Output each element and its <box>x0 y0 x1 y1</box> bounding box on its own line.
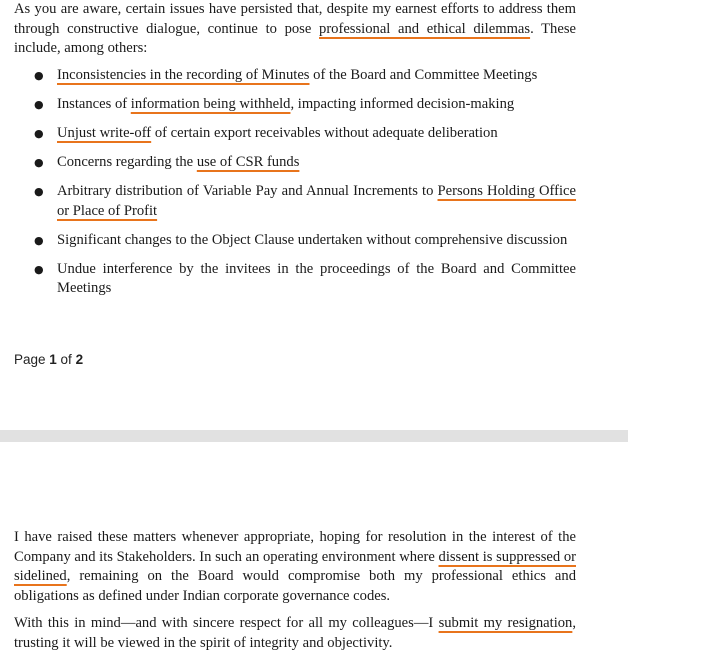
page-number-middle: of <box>56 352 76 367</box>
bullet-dot-icon: ● <box>34 156 44 169</box>
bullet-dot-icon: ● <box>34 185 44 198</box>
list-item-text: Significant changes to the Object Clause undertaken without comprehensive discussion <box>57 231 568 248</box>
list-item-text: Instances of <box>57 96 131 112</box>
bullet-dot-icon: ● <box>34 69 44 82</box>
paragraph-text: With this in mind—and with sincere respect for all my colleagues—I <box>14 615 439 631</box>
list-item <box>0 124 576 144</box>
list-item <box>0 153 576 173</box>
list-item-underlined: Inconsistencies in the recording of Minutes <box>57 67 310 83</box>
list-item-underlined: information being withheld <box>130 96 291 112</box>
intro-paragraph <box>14 0 576 59</box>
resignation-paragraph-1 <box>14 528 576 606</box>
list-item <box>0 260 576 299</box>
list-item-text: Concerns regarding the <box>57 154 197 170</box>
bullet-dot-icon: ● <box>34 262 44 276</box>
list-item <box>0 231 576 251</box>
list-item-underlined: use of CSR funds <box>196 154 300 170</box>
list-item <box>0 95 576 115</box>
paragraph-text: , trusting it will be viewed in the spirit of integrity and objectivity. <box>14 615 577 651</box>
page-number <box>14 352 83 367</box>
list-item-text: of the Board and Committee Meetings <box>309 67 538 83</box>
list-item-underlined: Unjust write-off <box>57 125 152 141</box>
page-separator <box>0 430 628 442</box>
bullet-dot-icon: ● <box>34 233 44 247</box>
paragraph-text: , remaining on the Board would compromise both my professional ethics and obligations as defined under Indian corporate governance codes. <box>14 568 576 604</box>
list-item-text: , impacting informed decision-making <box>290 96 515 112</box>
paragraph-underlined-phrase: submit my resignation <box>438 615 573 631</box>
issues-list <box>0 66 719 308</box>
list-item-underlined: Persons Holding Office or Place of Profit <box>57 183 577 219</box>
list-item <box>0 66 576 86</box>
list-item-text: Arbitrary distribution of Variable Pay and Annual Increments to <box>57 183 438 199</box>
list-item-text: Undue interference by the invitees in the proceedings of the Board and Committee Meetings <box>57 260 576 296</box>
list-item-text: of certain export receivables without adequate deliberation <box>151 125 498 141</box>
bullet-dot-icon: ● <box>34 127 44 140</box>
page-number-prefix: Page <box>14 352 50 367</box>
page-number-total: 2 <box>75 352 84 367</box>
page-number-current: 1 <box>49 352 57 367</box>
list-item <box>0 182 576 221</box>
paragraph-text: I have raised these matters whenever appropriate, hoping for resolution in the interest of the Company and its Stakeholders. In such an operating environment where <box>14 529 576 565</box>
intro-text-2: . These include, among others: <box>14 20 576 56</box>
bullet-dot-icon: ● <box>34 98 44 111</box>
intro-text-1: As you are aware, certain issues have persisted that, despite my earnest efforts to address them through constructive dialogue, continue to pose <box>14 1 576 37</box>
resignation-paragraph-2 <box>14 614 576 653</box>
intro-underlined-phrase: professional and ethical dilemmas <box>319 20 531 37</box>
paragraph-underlined-phrase: dissent is suppressed or sidelined <box>14 548 576 584</box>
